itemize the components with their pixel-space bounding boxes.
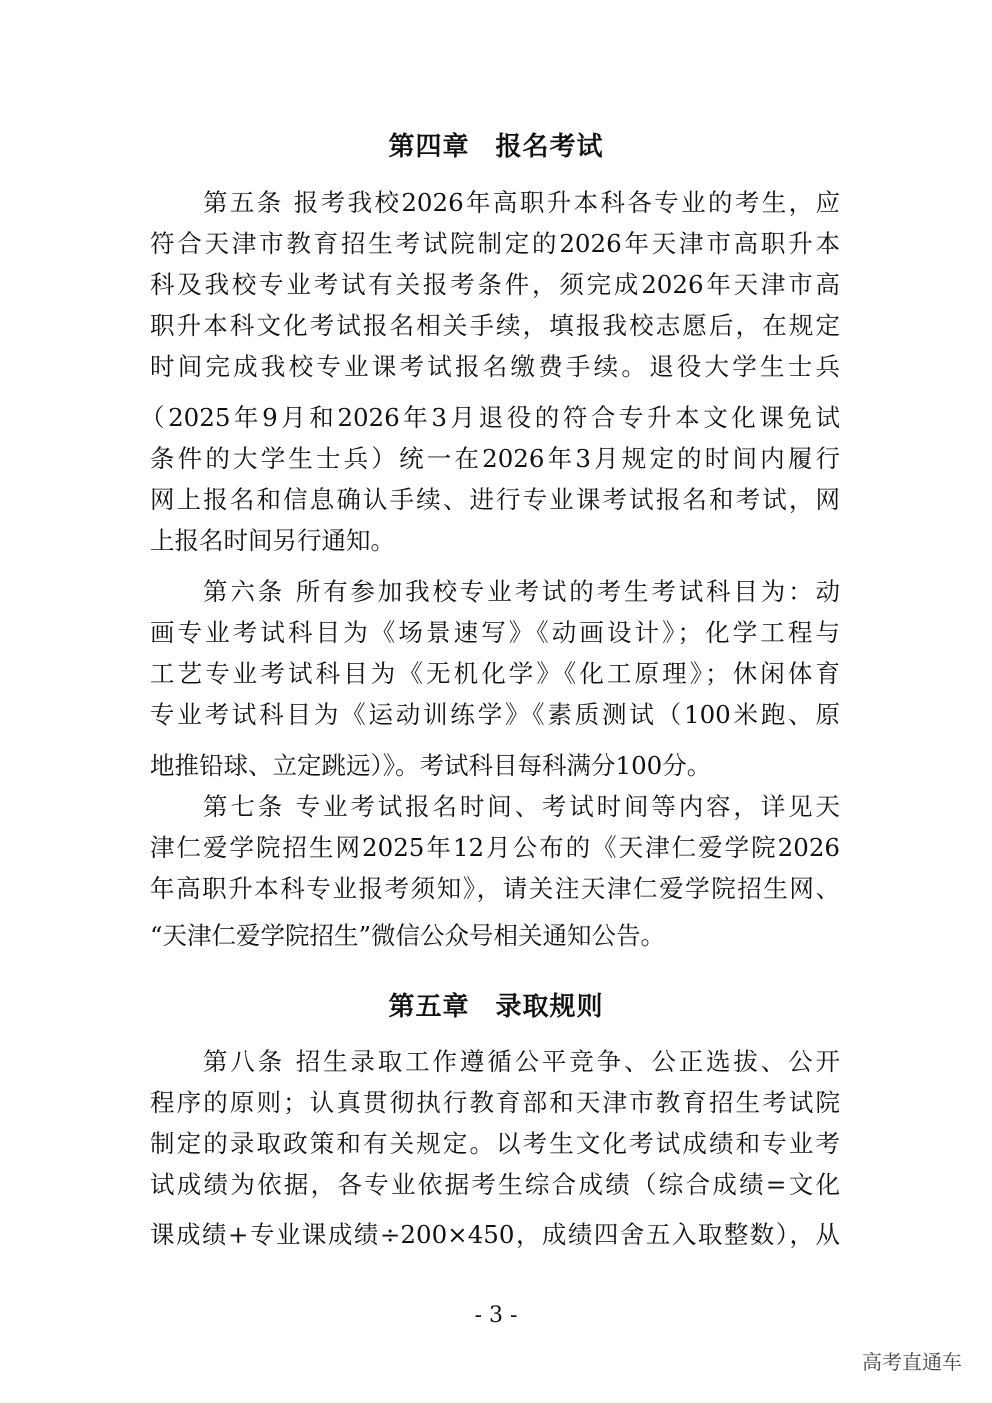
chapter-heading-5 — [0, 992, 992, 1022]
paragraph-line: 第七条 专业考试报名时间、考试时间等内容，详见天 — [203, 792, 840, 821]
source-watermark: 高考直通车 — [862, 1350, 962, 1374]
chapter-number: 第五章 — [388, 992, 470, 1022]
paragraph-line: 网上报名和信息确认手续、进行专业课考试报名和考试，网 — [150, 485, 840, 514]
paragraph-line: 职升本科文化考试报名相关手续，填报我校志愿后，在规定 — [150, 311, 840, 340]
paragraph-line: 科及我校专业考试有关报考条件，须完成2026年天津市高 — [150, 270, 840, 299]
paragraph-line: “天津仁爱学院招生”微信公众号相关通知公告。 — [150, 921, 666, 950]
paragraph-line: 制定的录取政策和有关规定。以考生文化考试成绩和专业考 — [150, 1129, 840, 1158]
chapter-heading-4 — [0, 132, 992, 162]
paragraph-line: 课成绩+专业课成绩÷200×450，成绩四舍五入取整数），从 — [150, 1220, 840, 1249]
paragraph-line: 年高职升本科专业报考须知》，请关注天津仁爱学院招生网、 — [150, 874, 840, 903]
paragraph-line: 津仁爱学院招生网2025年12月公布的《天津仁爱学院2026 — [150, 833, 840, 862]
chapter-title: 报名考试 — [495, 132, 604, 162]
paragraph-line: 试成绩为依据，各专业依据考生综合成绩（综合成绩=文化 — [150, 1170, 840, 1199]
paragraph-line: 上报名时间另行通知。 — [150, 526, 395, 555]
paragraph-line: 专业考试科目为《运动训练学》《素质测试（100米跑、原 — [150, 700, 840, 729]
chapter-title: 录取规则 — [495, 992, 604, 1022]
chapter-number: 第四章 — [388, 132, 470, 162]
paragraph-line: 第八条 招生录取工作遵循公平竞争、公正选拔、公开 — [203, 1047, 840, 1076]
paragraph-line: 程序的原则；认真贯彻执行教育部和天津市教育招生考试院 — [150, 1088, 840, 1117]
paragraph-line: 第六条 所有参加我校专业考试的考生考试科目为：动 — [203, 577, 840, 606]
paragraph-line: 符合天津市教育招生考试院制定的2026年天津市高职升本 — [150, 229, 840, 258]
page-number: - 3 - — [474, 1303, 518, 1328]
paragraph-line: 第五条 报考我校2026年高职升本科各专业的考生，应 — [203, 188, 840, 217]
paragraph-line: 画专业考试科目为《场景速写》《动画设计》；化学工程与 — [150, 618, 840, 647]
paragraph-line: 时间完成我校专业课考试报名缴费手续。退役大学生士兵 — [150, 352, 840, 381]
paragraph-line: 地推铅球、立定跳远）》。考试科目每科满分100分。 — [150, 751, 712, 780]
paragraph-line: （2025年9月和2026年3月退役的符合专升本文化课免试 — [140, 403, 840, 432]
paragraph-line: 条件的大学生士兵）统一在2026年3月规定的时间内履行 — [150, 444, 840, 473]
paragraph-line: 工艺专业考试科目为《无机化学》《化工原理》；休闲体育 — [150, 659, 840, 688]
